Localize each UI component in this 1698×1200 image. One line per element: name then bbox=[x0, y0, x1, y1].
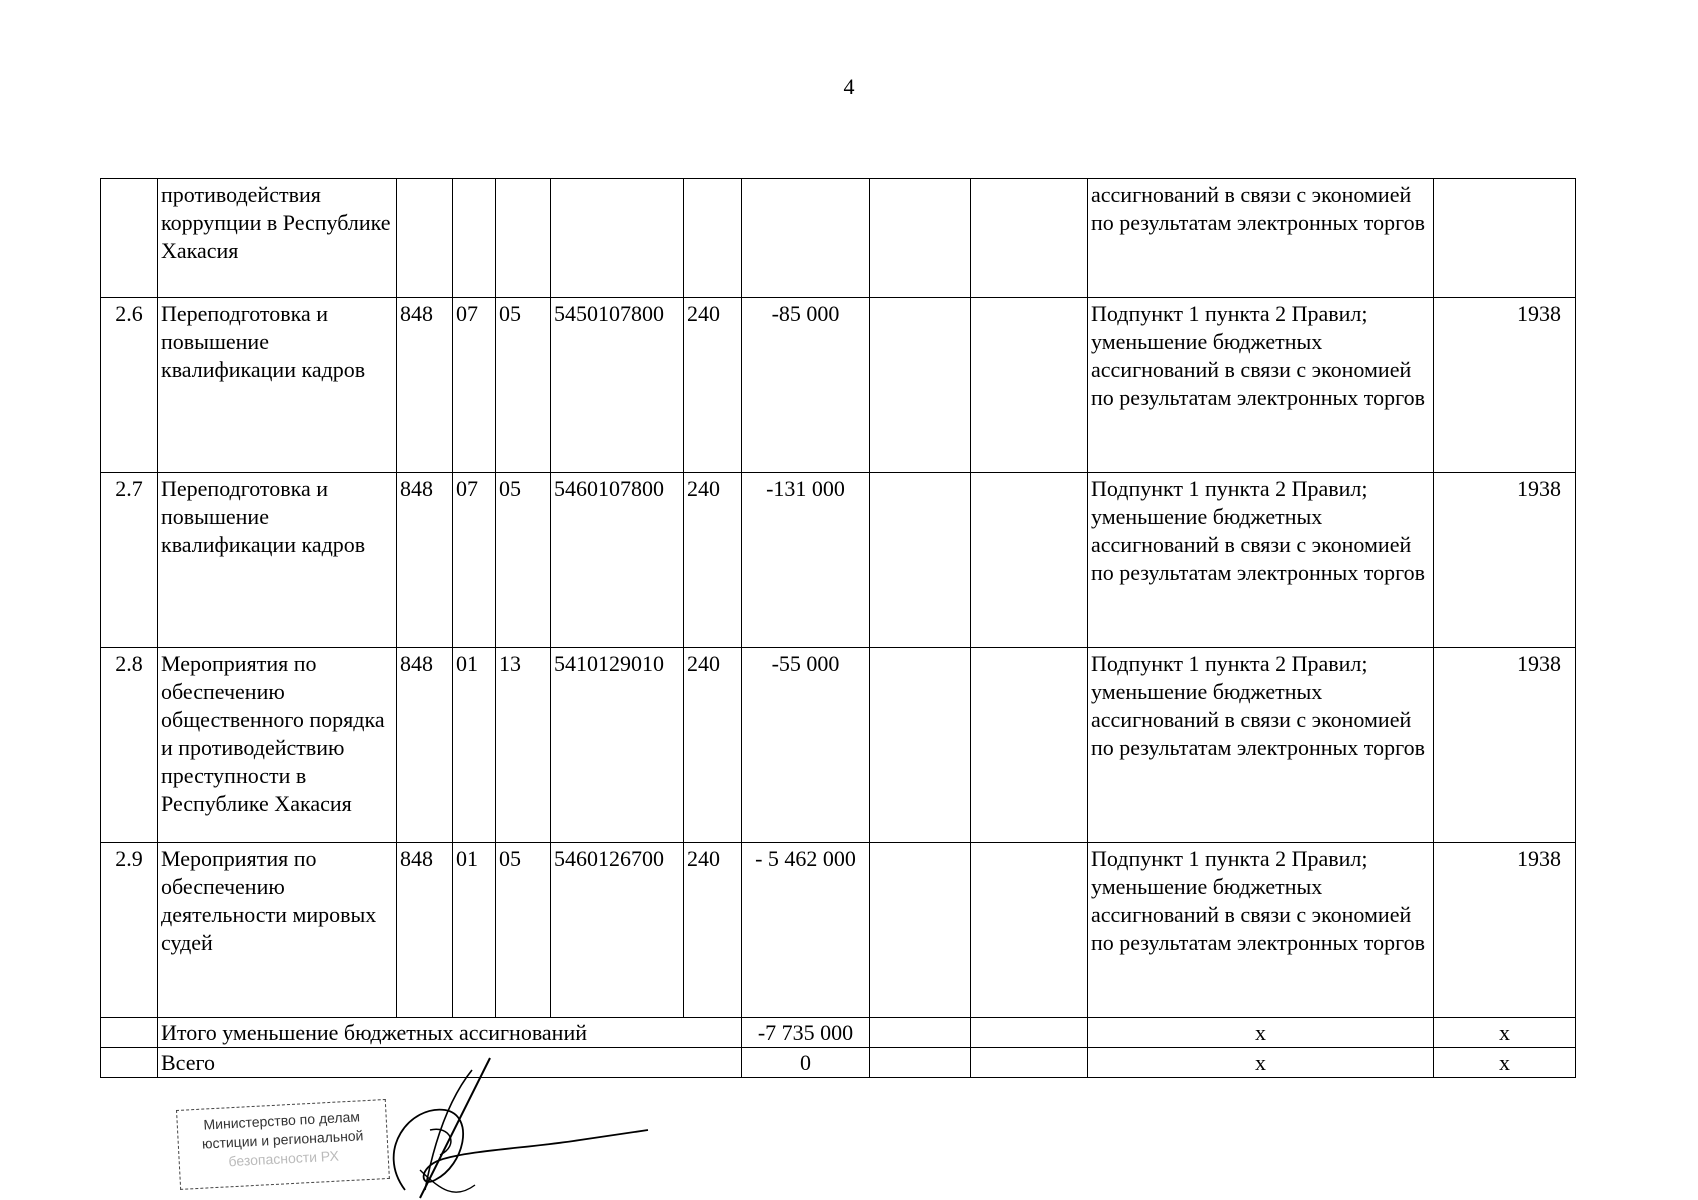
cell-basis: ассигнований в связи с экономией по результатам электронных торгов bbox=[1088, 179, 1434, 298]
cell-code: 1938 bbox=[1434, 298, 1576, 473]
cell-expense-type: 240 bbox=[684, 648, 742, 843]
cell-subsection: 05 bbox=[496, 843, 551, 1018]
cell-amount: -55 000 bbox=[742, 648, 870, 843]
cell-empty-1 bbox=[870, 843, 971, 1018]
row-name: Мероприятия по обеспечению деятельности мировых судей bbox=[158, 843, 397, 1018]
cell-amount: -85 000 bbox=[742, 298, 870, 473]
cell-amount: -131 000 bbox=[742, 473, 870, 648]
cell-empty-2 bbox=[971, 298, 1088, 473]
cell-empty-2 bbox=[971, 473, 1088, 648]
cell-empty-2 bbox=[971, 179, 1088, 298]
table-row bbox=[101, 843, 1576, 1018]
cell-subsection: 13 bbox=[496, 648, 551, 843]
cell-section: 01 bbox=[453, 843, 496, 1018]
row-number bbox=[101, 179, 158, 298]
cell-admin-code bbox=[397, 179, 453, 298]
grand-total-basis: x bbox=[1088, 1048, 1434, 1078]
cell-empty-1 bbox=[870, 648, 971, 843]
total-amount: -7 735 000 bbox=[742, 1018, 870, 1048]
cell-code: 1938 bbox=[1434, 473, 1576, 648]
cell-expense-type: 240 bbox=[684, 298, 742, 473]
cell-empty-2 bbox=[971, 648, 1088, 843]
total-number-cell bbox=[101, 1048, 158, 1078]
stamp-line-3: безопасности РХ bbox=[228, 1147, 340, 1170]
row-name: Переподготовка и повышение квалификации кадров bbox=[158, 473, 397, 648]
cell-section: 07 bbox=[453, 298, 496, 473]
cell-admin-code: 848 bbox=[397, 648, 453, 843]
cell-expense-type: 240 bbox=[684, 473, 742, 648]
total-number-cell bbox=[101, 1018, 158, 1048]
cell-empty-2 bbox=[971, 843, 1088, 1018]
cell-subsection bbox=[496, 179, 551, 298]
cell-amount bbox=[742, 179, 870, 298]
cell-section bbox=[453, 179, 496, 298]
cell-code bbox=[1434, 179, 1576, 298]
cell-empty-2 bbox=[971, 1018, 1088, 1048]
cell-admin-code: 848 bbox=[397, 298, 453, 473]
cell-amount: - 5 462 000 bbox=[742, 843, 870, 1018]
cell-empty-2 bbox=[971, 1048, 1088, 1078]
cell-basis: Подпункт 1 пункта 2 Правил; уменьшение бюджетных ассигнований в связи с экономией по результатам электронных торгов bbox=[1088, 298, 1434, 473]
row-name: противодействия коррупции в Республике Хакасия bbox=[158, 179, 397, 298]
cell-empty-1 bbox=[870, 298, 971, 473]
cell-empty-1 bbox=[870, 179, 971, 298]
cell-empty-1 bbox=[870, 473, 971, 648]
grand-total-row bbox=[101, 1048, 1576, 1078]
cell-target-article: 5450107800 bbox=[551, 298, 684, 473]
cell-target-article: 5460126700 bbox=[551, 843, 684, 1018]
page-number: 4 bbox=[843, 74, 855, 99]
grand-total-amount: 0 bbox=[742, 1048, 870, 1078]
total-label: Итого уменьшение бюджетных ассигнований bbox=[158, 1018, 742, 1048]
table-row bbox=[101, 648, 1576, 843]
cell-basis: Подпункт 1 пункта 2 Правил; уменьшение бюджетных ассигнований в связи с экономией по результатам электронных торгов bbox=[1088, 473, 1434, 648]
budget-table bbox=[100, 178, 1576, 1078]
cell-code: 1938 bbox=[1434, 648, 1576, 843]
table-row bbox=[101, 179, 1576, 298]
row-name: Переподготовка и повышение квалификации кадров bbox=[158, 298, 397, 473]
stamp-line-1: Министерство по делам bbox=[203, 1108, 361, 1133]
table-row bbox=[101, 298, 1576, 473]
total-code: x bbox=[1434, 1018, 1576, 1048]
cell-basis: Подпункт 1 пункта 2 Правил; уменьшение бюджетных ассигнований в связи с экономией по результатам электронных торгов bbox=[1088, 843, 1434, 1018]
row-number: 2.8 bbox=[101, 648, 158, 843]
cell-code: 1938 bbox=[1434, 843, 1576, 1018]
grand-total-code: x bbox=[1434, 1048, 1576, 1078]
cell-empty-1 bbox=[870, 1048, 971, 1078]
cell-basis: Подпункт 1 пункта 2 Правил; уменьшение бюджетных ассигнований в связи с экономией по результатам электронных торгов bbox=[1088, 648, 1434, 843]
total-row bbox=[101, 1018, 1576, 1048]
ministry-stamp bbox=[176, 1099, 390, 1190]
cell-subsection: 05 bbox=[496, 298, 551, 473]
cell-target-article: 5460107800 bbox=[551, 473, 684, 648]
cell-section: 01 bbox=[453, 648, 496, 843]
cell-empty-1 bbox=[870, 1018, 971, 1048]
grand-total-label: Всего bbox=[158, 1048, 742, 1078]
cell-admin-code: 848 bbox=[397, 843, 453, 1018]
row-number: 2.6 bbox=[101, 298, 158, 473]
cell-target-article bbox=[551, 179, 684, 298]
row-name: Мероприятия по обеспечению общественного порядка и противодействию преступности в Республике Хакасия bbox=[158, 648, 397, 843]
cell-admin-code: 848 bbox=[397, 473, 453, 648]
total-basis: x bbox=[1088, 1018, 1434, 1048]
cell-expense-type: 240 bbox=[684, 843, 742, 1018]
table-row bbox=[101, 473, 1576, 648]
stamp-line-2: юстиции и региональной bbox=[201, 1127, 364, 1152]
row-number: 2.7 bbox=[101, 473, 158, 648]
row-number: 2.9 bbox=[101, 843, 158, 1018]
handwritten-signature bbox=[380, 1050, 670, 1200]
cell-expense-type bbox=[684, 179, 742, 298]
cell-subsection: 05 bbox=[496, 473, 551, 648]
cell-target-article: 5410129010 bbox=[551, 648, 684, 843]
cell-section: 07 bbox=[453, 473, 496, 648]
